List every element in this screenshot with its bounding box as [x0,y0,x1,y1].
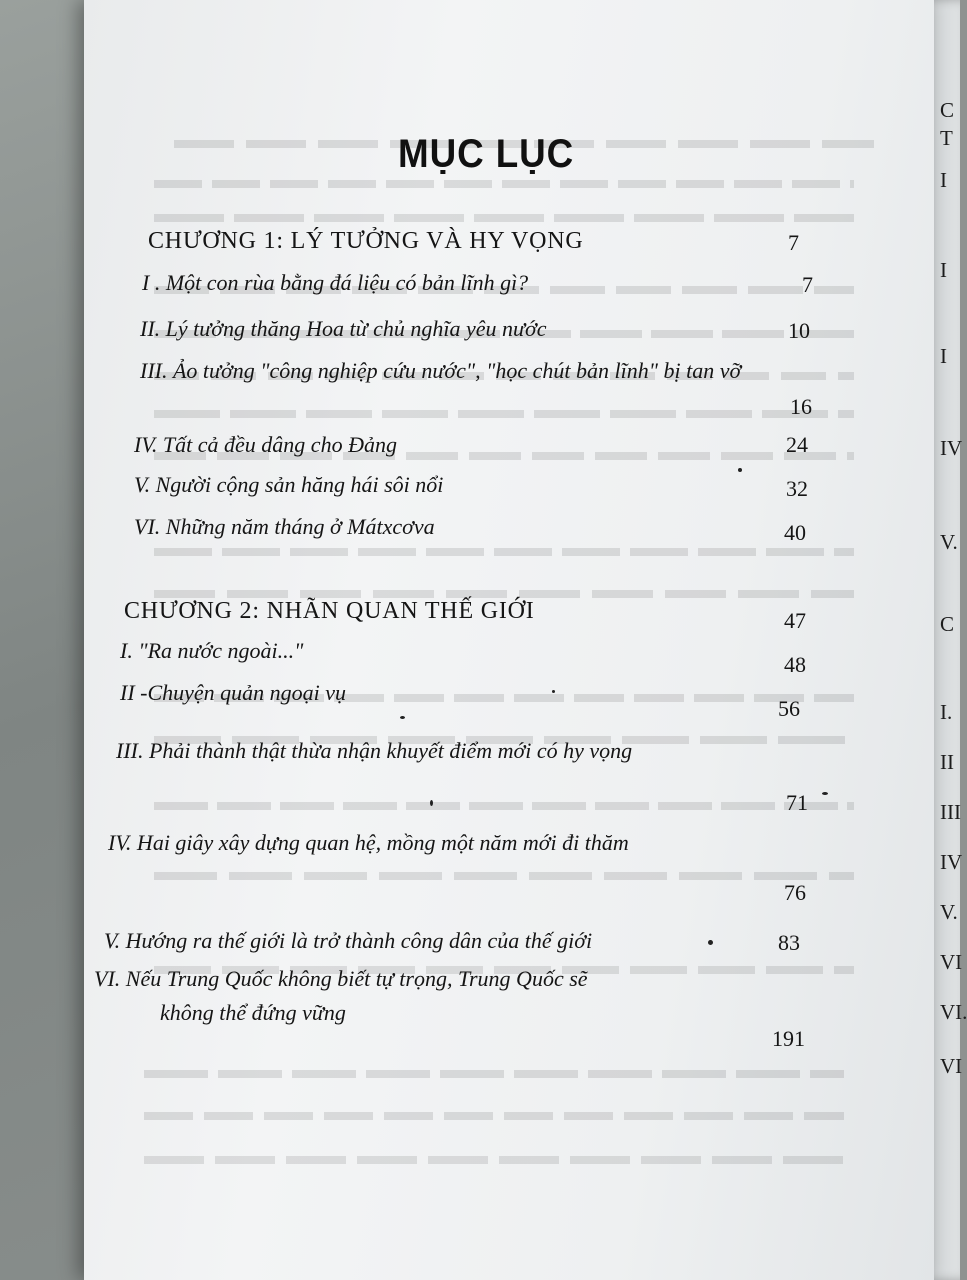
toc-entry: III. Phải thành thật thừa nhận khuyết điểm mới có hy vọng [116,738,633,763]
adjacent-page-fragment: VI [940,950,963,974]
toc-entry: VI. Những năm tháng ở Mátxcơva [134,514,435,539]
page-number: 16 [790,394,812,419]
page-number: 71 [786,790,808,815]
paper-speck [430,800,433,806]
toc-entry: III. Ảo tưởng "công nghiệp cứu nước", "học chút bản lĩnh" bị tan vỡ [140,358,742,383]
toc-entry: V. Hướng ra thế giới là trở thành công dân của thế giới [104,928,593,953]
page-number: 83 [778,930,800,955]
toc-entry: I . Một con rùa bằng đá liệu có bản lĩnh gì? [142,270,529,295]
adjacent-page-fragment: IV [940,850,963,874]
adjacent-page-fragment: C [940,612,955,636]
page-number: 40 [784,520,806,545]
toc-entry-continuation: không thể đứng vững [160,1000,346,1025]
toc-entry: II -Chuyện quản ngoại vụ [120,680,347,705]
paper-speck [400,716,405,719]
adjacent-page-fragment: IV [940,436,963,460]
toc-entry: IV. Tất cả đều dâng cho Đảng [134,432,397,457]
chapter-heading: CHƯƠNG 2: NHÃN QUAN THẾ GIỚI [124,598,535,624]
adjacent-page-fragment: II [940,750,954,774]
adjacent-page-fragment: V. [940,530,958,554]
adjacent-page-fragment: I. [940,700,953,724]
page-number: 48 [784,652,806,677]
adjacent-page-fragment: III [940,800,961,824]
adjacent-page-fragment: V. [940,900,958,924]
toc-entry: V. Người cộng sản hăng hái sôi nổi [134,472,444,497]
page-number: 7 [802,272,813,297]
paper-speck [552,690,555,693]
chapter-heading: CHƯƠNG 1: LÝ TƯỞNG VÀ HY VỌNG [148,228,584,254]
adjacent-page-fragment: T [940,126,953,150]
page-number: 191 [772,1026,805,1051]
page-number: 7 [788,230,799,255]
adjacent-page-fragment: VI. [940,1000,967,1024]
paper-speck [708,940,713,945]
page-title: MỤC LỤC [398,132,575,176]
page-number: 56 [778,696,800,721]
paper-speck [738,468,742,472]
page-number: 47 [784,608,806,633]
paper-speck [822,792,828,795]
adjacent-page-fragment: C [940,98,955,122]
adjacent-page-fragment: I [940,258,947,282]
toc-entry: VI. Nếu Trung Quốc không biết tự trọng, Trung Quốc sẽ [94,966,588,991]
adjacent-page-fragment: I [940,168,947,192]
page-number: 10 [788,318,810,343]
toc-entry: IV. Hai giây xây dựng quan hệ, mồng một năm mới đi thăm [108,830,629,855]
adjacent-page-fragment: VI [940,1054,963,1078]
toc-entry: I. "Ra nước ngoài..." [120,638,304,663]
page-number: 32 [786,476,808,501]
toc-entry: II. Lý tưởng thăng Hoa từ chủ nghĩa yêu nước [140,316,547,341]
adjacent-page-fragment: I [940,344,947,368]
page-number: 76 [784,880,806,905]
page-number: 24 [786,432,808,457]
